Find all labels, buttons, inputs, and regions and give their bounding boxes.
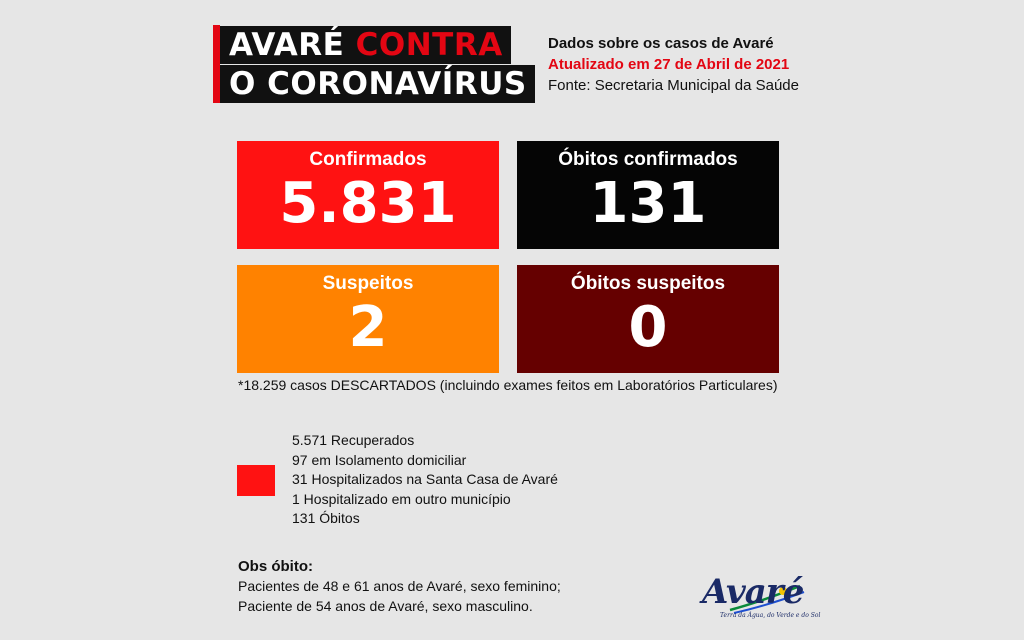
- stat-item: 5.571 Recuperados: [292, 432, 415, 448]
- card-label: Óbitos suspeitos: [570, 273, 726, 294]
- obs-line: Paciente de 54 anos de Avaré, sexo masculino.: [238, 597, 533, 614]
- title-line-2: O CORONAVÍRUS: [220, 65, 535, 103]
- card-obitos-confirmados: [517, 141, 779, 249]
- stat-item: 1 Hospitalizado em outro município: [292, 490, 511, 507]
- card-obitos-suspeitos: [517, 265, 779, 373]
- info-title: Dados sobre os casos de Avaré: [548, 35, 774, 52]
- card-value: 131: [589, 171, 707, 236]
- title-accent-bar: [213, 25, 220, 103]
- legend-square: [237, 465, 275, 496]
- info-block: [548, 33, 799, 96]
- avare-logo: [700, 572, 821, 624]
- title-word-contra: CONTRA: [355, 27, 503, 63]
- stat-item: 131 Óbitos: [292, 510, 360, 526]
- title-line-1: [220, 26, 511, 64]
- obs-block: [238, 557, 561, 616]
- logo-word: Avaré: [702, 572, 804, 612]
- stats-list: [292, 431, 558, 529]
- card-suspeitos: [237, 265, 499, 373]
- descartados-note: *18.259 casos DESCARTADOS (incluindo exames feitos em Laboratórios Particulares): [238, 377, 778, 393]
- title-word-avare: AVARÉ: [229, 27, 345, 63]
- card-value: 0: [628, 295, 668, 360]
- logo-tagline: Terra da Água, do Verde e do Sol: [720, 612, 821, 619]
- card-label: Confirmados: [309, 149, 427, 170]
- obs-line: Pacientes de 48 e 61 anos de Avaré, sexo feminino;: [238, 578, 561, 594]
- info-updated: Atualizado em 27 de Abril de 2021: [548, 56, 790, 73]
- stat-item: 97 em Isolamento domiciliar: [292, 451, 467, 468]
- card-label: Óbitos confirmados: [558, 149, 738, 170]
- obs-heading: Obs óbito:: [238, 558, 313, 575]
- card-label: Suspeitos: [322, 273, 414, 294]
- card-value: 2: [348, 295, 388, 360]
- card-value: 5.831: [279, 171, 457, 236]
- stat-item: 31 Hospitalizados na Santa Casa de Avaré: [292, 471, 558, 487]
- card-confirmados: [237, 141, 499, 249]
- info-source: Fonte: Secretaria Municipal da Saúde: [548, 77, 799, 94]
